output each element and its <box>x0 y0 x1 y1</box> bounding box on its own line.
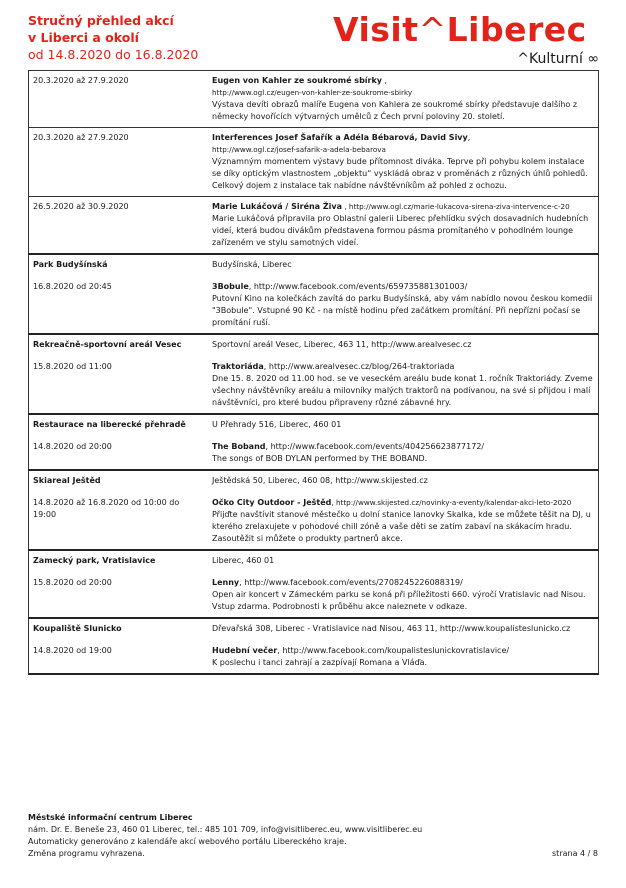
venue-block <box>28 335 599 415</box>
event-title-sep: , <box>342 202 349 211</box>
logo-subtitle: ^Kulturní ∞ <box>517 51 599 67</box>
event-url[interactable]: , http://www.facebook.com/events/404256623877172/ <box>265 442 485 451</box>
footer-address: nám. Dr. E. Beneše 23, 460 01 Liberec, tel.: 485 101 709, info@visitliberec.eu, www.visitliberec.eu <box>28 825 423 834</box>
page-footer <box>28 812 599 860</box>
venue-block <box>28 471 599 551</box>
event-row <box>28 197 599 255</box>
event-date: 15.8.2020 od 20:00 <box>33 578 112 587</box>
venue-address: Sportovní areál Vesec, Liberec, 463 11, http://www.arealvesec.cz <box>212 340 472 349</box>
venue-address: U Přehrady 516, Liberec, 460 01 <box>212 420 342 429</box>
event-detail <box>204 71 598 127</box>
event-date: 20.3.2020 až 27.9.2020 <box>33 76 129 85</box>
event-title: Traktoriáda <box>212 362 264 371</box>
title-line-1: Stručný přehled akcí <box>28 13 174 28</box>
event-url[interactable]: , http://www.facebook.com/koupalisteslunickovratislavice/ <box>277 646 510 655</box>
event-date: 15.8.2020 od 11:00 <box>33 362 112 371</box>
event-title: Hudební večer <box>212 646 278 655</box>
venue-block <box>28 551 599 619</box>
footer-org: Městské informační centrum Liberec <box>28 813 193 822</box>
event-detail <box>204 197 598 253</box>
event-title: Očko City Outdoor - Ještěd <box>212 498 332 507</box>
event-description: Putovní Kino na kolečkách zavítá do parku Budyšínská, aby vám nabídlo novou českou komedii "3Bobule". Vstupné 90 Kč - na místě hodinu před začátkem promítání. Při nepřízni počasí se promítání ruší. <box>212 294 593 327</box>
venue-name: Restaurace na liberecké přehradě <box>33 420 186 429</box>
logo-caret: ^ <box>418 10 447 49</box>
event-date: 26.5.2020 až 30.9.2020 <box>33 202 129 211</box>
event-title: Eugen von Kahler ze soukromé sbírky <box>212 76 383 85</box>
event-url[interactable]: , http://www.facebook.com/events/2708245226088319/ <box>239 578 463 587</box>
logo-city: Liberec <box>446 10 587 49</box>
venue-block <box>28 415 599 471</box>
venue-block <box>28 255 599 335</box>
event-description: Dne 15. 8. 2020 od 11.00 hod. se ve veseckém areálu bude konat 1. ročník Traktoriády. Zveme všechny návštěvníky areálu a milovníky malých traktorů na podívanou, na své si přijdou i malí návštěvníci, pro které budou připraveny různé zábavné hry. <box>212 374 593 407</box>
date-range: od 14.8.2020 do 16.8.2020 <box>28 47 199 62</box>
event-date: 20.3.2020 až 27.9.2020 <box>33 133 129 142</box>
event-url[interactable]: , http://www.arealvesec.cz/blog/264-traktoriada <box>263 362 455 371</box>
event-url[interactable]: http://www.ogl.cz/josef-safarik-a-adela-bebarova <box>212 145 386 154</box>
event-title-sep: , <box>382 76 388 85</box>
title-line-2: v Liberci a okolí <box>28 30 139 45</box>
event-url[interactable]: , http://www.facebook.com/events/659735881301003/ <box>248 282 468 291</box>
events-table <box>28 70 599 675</box>
event-description: Open air koncert v Zámeckém parku se koná při příležitosti 660. výročí Vratislavic nad Nisou. Vstup zdarma. Podrobnosti k průběhu akce naleznete v odkaze. <box>212 590 586 611</box>
venue-address: Liberec, 460 01 <box>212 556 275 565</box>
logo-wordmark <box>333 10 587 50</box>
page-number: strana 4 / 8 <box>552 849 598 858</box>
visit-liberec-logo <box>333 10 603 70</box>
venue-name: Rekreačně-sportovní areál Vesec <box>33 340 182 349</box>
footer-note-changes: Změna programu vyhrazena. <box>28 849 145 858</box>
footer-note-generated: Automaticky generováno z kalendáře akcí webového portálu Libereckého kraje. <box>28 837 347 846</box>
venue-name: Koupaliště Slunicko <box>33 624 122 633</box>
event-title: Marie Lukáčová / Siréna Živa <box>212 202 343 211</box>
venue-block <box>28 619 599 675</box>
event-description: The songs of BOB DYLAN performed by THE BOBAND. <box>212 454 428 463</box>
venue-address: Budyšínská, Liberec <box>212 260 292 269</box>
event-row <box>28 71 599 128</box>
event-title: 3Bobule <box>212 282 249 291</box>
event-date: 14.8.2020 od 19:00 <box>33 646 112 655</box>
event-row <box>28 128 599 197</box>
event-description: Přijďte navštívit stanové městečko u dolní stanice lanovky Skalka, kde se můžete těšit na DJ, u kterého zrelaxujete v pohodové chill zóně a vaše děti se zatím zabaví na skákacím hradu. Zasoutěžit si můžete o produkty partnerů akce. <box>212 510 591 543</box>
event-title: The Boband <box>212 442 266 451</box>
event-date: 16.8.2020 od 20:45 <box>33 282 112 291</box>
event-url[interactable]: , http://www.skijested.cz/novinky-a-eventy/kalendar-akci-leto-2020 <box>331 498 572 507</box>
venue-address: Dřevařská 308, Liberec - Vratislavice nad Nisou, 463 11, http://www.koupalisteslunicko.cz <box>212 624 571 633</box>
venue-name: Zamecký park, Vratislavice <box>33 556 156 565</box>
logo-visit: Visit <box>333 10 419 49</box>
document-header-title <box>28 12 198 63</box>
event-title: Lenny <box>212 578 240 587</box>
event-date: 14.8.2020 až 16.8.2020 od 10:00 do 19:00 <box>33 498 180 519</box>
venue-address: Ještědská 50, Liberec, 460 08, http://www.skijested.cz <box>212 476 428 485</box>
event-title-sep: , <box>467 133 471 142</box>
event-url[interactable]: http://www.ogl.cz/marie-lukacova-sirena-ziva-intervence-c-20 <box>348 202 570 211</box>
event-date: 14.8.2020 od 20:00 <box>33 442 112 451</box>
event-title: Interferences Josef Šafařík a Adéla Bébarová, David Sivy <box>212 133 468 142</box>
event-description: Marie Lukáčová připravila pro Oblastní galerii Liberec přehlídku svých dosavadních hudebních videí, která budou divákům představena formou pásma promítaného v pohodlném lounge zařízeném ve stylu samotných videí. <box>212 214 589 247</box>
venue-name: Park Budyšínská <box>33 260 108 269</box>
event-description: K poslechu i tanci zahrají a zazpívají Romana a Vláďa. <box>212 658 428 667</box>
event-description: Významným momentem výstavy bude přítomnost diváka. Teprve při pohybu kolem instalace se díky optickým vlastnostem „objektu“ vyskládá obraz v proměnách z různých úhlů pohledů. Celkový dojem z instalace tak nabídne návštěvníkům až pohled z ochozu. <box>212 157 588 190</box>
venue-name: Skiareal Ještěd <box>33 476 101 485</box>
event-url[interactable]: http://www.ogl.cz/eugen-von-kahler-ze-soukrome-sbirky <box>212 88 413 97</box>
event-description: Výstava devíti obrazů malíře Eugena von Kahlera ze soukromé sbírky představuje dalšího z německy hovořících výtvarných umělců z Čech první poloviny 20. století. <box>212 100 578 121</box>
event-detail <box>204 128 598 196</box>
